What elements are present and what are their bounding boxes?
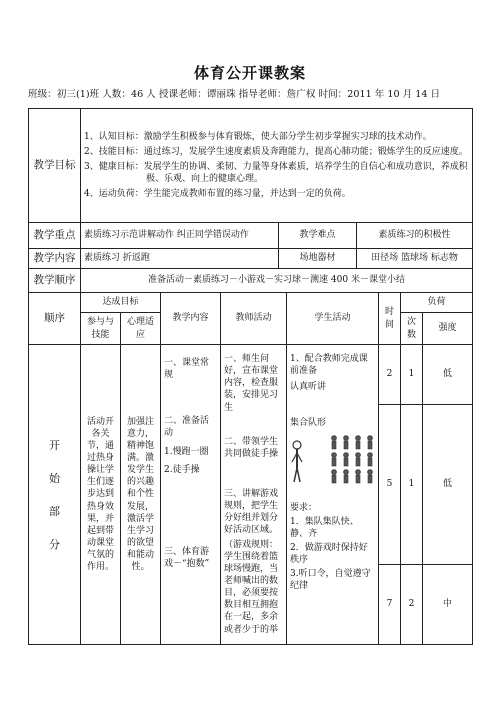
goals-cell (81, 109, 473, 223)
content-item: 一、课堂常规 (164, 358, 210, 381)
student-item: 认真听讲 (290, 382, 327, 393)
col-order: 顺序 (29, 293, 81, 345)
phase-student (287, 345, 379, 645)
teacher-item: （游戏规则：学生围绕着篮球场慢跑，当老师喊出的数目，必须要按数目相互拥抱在一起，多余或者少于的举 (224, 539, 279, 635)
teacher-figure-icon (290, 440, 304, 484)
teacher-item: 二、带领学生共同做徒手操 (224, 436, 279, 459)
col-intensity: 强度 (423, 313, 473, 345)
content-item: 三、体育游戏－“抱数” (164, 546, 210, 569)
student-item: 3.听口令，自觉遵守纪律 (290, 569, 371, 592)
col-teacher-activity: 教师活动 (221, 293, 287, 345)
goal-item: 4、运动负荷：学生能完成教师布置的练习量，并达到一定的负荷。 (84, 189, 351, 200)
goal-item: 3、健康目标：发展学生的协调、柔韧、力量等身体素质，培养学生的自信心和成功意识，养成积极、乐观、向上的健康心理。 (84, 161, 468, 185)
intensity-cell: 中 (423, 565, 473, 645)
focus-value: 素质练习示范讲解动作 纠正同学错误动作 (81, 223, 279, 249)
student-item: 1．集队集队快、静、齐 (290, 516, 359, 539)
col-time: 时间 (379, 293, 401, 345)
phase-content (161, 345, 221, 645)
goal-item: 1、认知目标：激励学生积极参与体育锻炼，使大部分学生初步掌握实习球的技术动作。 (84, 131, 432, 142)
lesson-plan-table (28, 108, 473, 645)
formation-illustration (290, 434, 375, 486)
phase-label-cell (29, 345, 81, 645)
col-teaching-content: 教学内容 (161, 293, 221, 345)
time-cell: 5 (379, 405, 401, 565)
student-item: 集合队形 (290, 418, 327, 429)
count-cell: 1 (401, 405, 423, 565)
col-participation: 参与与技能 (81, 313, 121, 345)
focus-row (29, 223, 473, 249)
col-goal-group: 达成目标 (81, 293, 161, 313)
count-cell: 2 (401, 565, 423, 645)
goals-row (29, 109, 473, 223)
phase-teacher (221, 345, 287, 645)
count-cell: 1 (401, 345, 423, 405)
col-psych: 心理适应 (121, 313, 161, 345)
difficulty-value: 素质练习的积极性 (357, 223, 473, 249)
equipment-label: 场地器材 (279, 249, 357, 269)
difficulty-label: 教学难点 (279, 223, 357, 249)
sequence-label: 教学顺序 (29, 269, 81, 293)
column-header-row (29, 293, 473, 313)
goal-item: 2、技能目标：通过练习，发展学生速度素质及奔跑能力，提高心肺功能；锻炼学生的反应速度。 (84, 146, 468, 157)
page-title: 体育公开课教案 (193, 64, 306, 82)
time-cell: 7 (379, 565, 401, 645)
student-item: 1、配合教师完成课前准备 (290, 354, 368, 377)
sequence-value: 准备活动－素质练习－小游戏－实习球－测速 400 米－课堂小结 (81, 269, 473, 293)
goals-label: 教学目标 (29, 109, 81, 223)
phase-row (29, 345, 473, 405)
intensity-cell: 低 (423, 405, 473, 565)
sequence-row (29, 269, 473, 293)
col-student-activity: 学生活动 (287, 293, 379, 345)
phase-psych: 加强注意力，精神饱满。激发学生的兴趣和个性发展，激活学生学习的欲望和能动性。 (121, 345, 161, 645)
focus-label: 教学重点 (29, 223, 81, 249)
content-item: 2.徒手操 (164, 464, 200, 475)
equipment-value: 田径场 篮球场 标志物 (357, 249, 473, 269)
phase-label: 开始部分 (49, 438, 60, 551)
teacher-item: 一、师生问好，宣布课堂内容，检查服装，安排见习生 (224, 354, 279, 413)
student-formation-icon (328, 434, 379, 486)
student-item: 要求： (290, 502, 318, 513)
content-row (29, 249, 473, 269)
class-info-line: 班级：初三(1)班 人数：46 人 授课老师：谭丽珠 指导老师：詹广权 时间：2011 年 10 月 14 日 (28, 89, 441, 100)
content-item: 1.慢跑一圈 (164, 446, 209, 457)
phase-participation: 活动开各关节，通过热身操让学生们逐步达到热身效果，并起到带动课堂气氛的作用。 (81, 345, 121, 645)
intensity-cell: 低 (423, 345, 473, 405)
content-item: 二、准备活动 (164, 416, 210, 439)
col-load-group: 负荷 (401, 293, 473, 313)
teacher-item: 三、讲解游戏规则，把学生分好组并划分好活动区域。 (224, 488, 279, 536)
time-cell: 2 (379, 345, 401, 405)
content-value: 素质练习 折返跑 (81, 249, 279, 269)
col-count: 次数 (401, 313, 423, 345)
content-label: 教学内容 (29, 249, 81, 269)
student-item: 2．做游戏时保持好秩序 (290, 542, 368, 566)
